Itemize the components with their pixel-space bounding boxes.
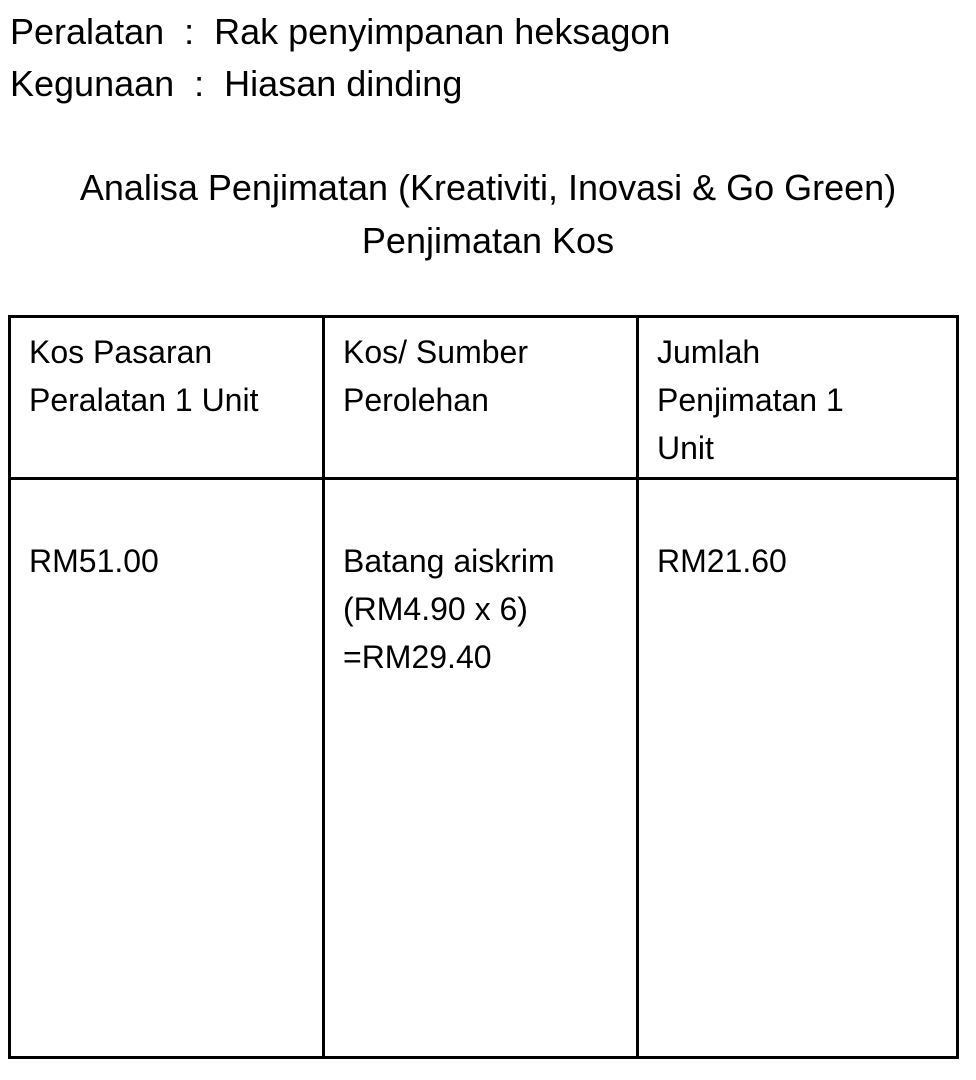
header-line: Unit	[657, 430, 714, 466]
header-line: Jumlah	[657, 334, 761, 370]
analysis-subtitle: Penjimatan Kos	[361, 220, 615, 261]
header-market-cost	[11, 318, 325, 480]
header-line: Peralatan 1 Unit	[29, 382, 259, 418]
header-source-cost	[325, 318, 639, 480]
header-line: Penjimatan 1	[657, 382, 844, 418]
cell-line: RM21.60	[657, 543, 787, 579]
cell-line: (RM4.90 x 6)	[343, 591, 528, 627]
cell-line: Batang aiskrim	[343, 543, 555, 579]
cell-line: RM51.00	[29, 543, 159, 579]
analysis-title: Analisa Penjimatan (Kreativiti, Inovasi & Go Green)	[79, 167, 897, 208]
total-savings-cell	[639, 480, 956, 1056]
market-cost-cell	[11, 480, 325, 1056]
cost-savings-table	[8, 315, 959, 1059]
source-cost-cell	[325, 480, 639, 1056]
header-total-savings	[639, 318, 956, 480]
header-line: Kos/ Sumber	[343, 334, 528, 370]
header-line: Perolehan	[343, 382, 489, 418]
peralatan-line: Peralatan : Rak penyimpanan heksagon	[10, 11, 671, 52]
cell-line: =RM29.40	[343, 639, 492, 675]
kegunaan-line: Kegunaan : Hiasan dinding	[10, 63, 463, 104]
header-line: Kos Pasaran	[29, 334, 213, 370]
